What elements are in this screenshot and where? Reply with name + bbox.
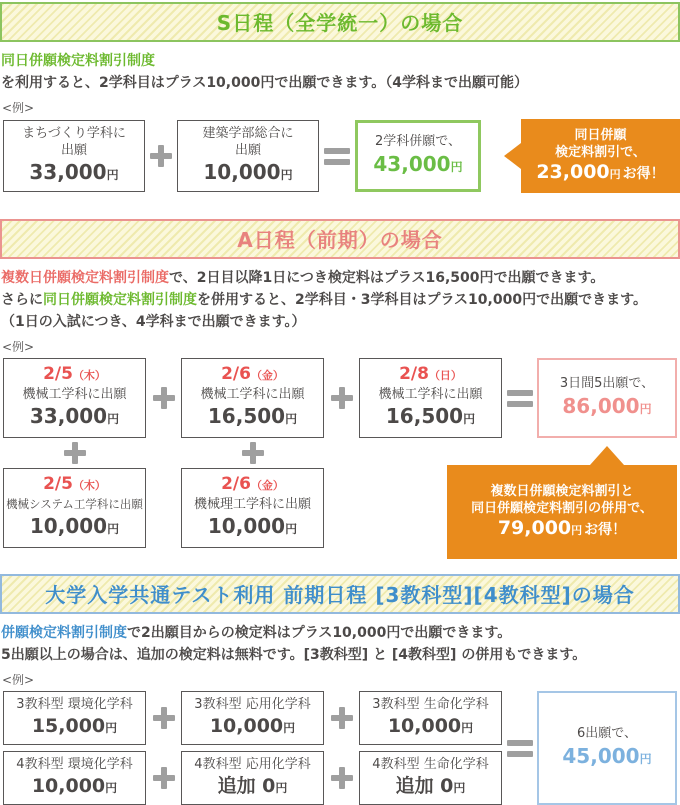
fee-box-price-line	[29, 159, 118, 188]
intro-text: を利用すると、2学科目はプラス10,000円で出願できます。（4学科まで出願可能）	[1, 75, 528, 91]
equals-icon	[507, 390, 533, 407]
fee-amount: 10,000	[387, 714, 462, 737]
plus-icon	[150, 145, 172, 167]
callout-suffix: お得！	[584, 521, 627, 538]
callout-amount-line	[521, 161, 680, 186]
date-value: 2/6	[221, 364, 251, 384]
equals-icon	[507, 740, 533, 757]
yen-unit: 円	[609, 167, 621, 181]
example-label: <例>	[2, 340, 35, 354]
date-weekday: （日）	[428, 369, 462, 382]
intro-text: さらに	[1, 292, 43, 308]
intro-text: （1日の入試につき、4学科まで出願できます。）	[1, 314, 306, 330]
total-box-a	[537, 358, 677, 438]
section-a-intro	[1, 267, 678, 333]
total-box-kyotsu	[537, 691, 677, 805]
fee-box-feb8-kikai	[359, 358, 502, 438]
intro-text: 5出願以上の場合は、追加の検定料は無料です。[3教科型] と [4教科型] の併用もできます。	[1, 647, 587, 663]
fee-box-name: 機械システム工学科に出願	[6, 497, 143, 511]
fee-box-4kyoka-oyo	[181, 751, 324, 805]
section-kyotsu-test	[0, 574, 680, 805]
section-s-title: S日程（全学統一）の場合	[216, 11, 464, 35]
date-weekday: （金）	[250, 369, 284, 382]
fee-box-name: まちづくり学科に	[22, 125, 126, 141]
plus-icon	[64, 442, 86, 464]
yen-unit: 円	[275, 780, 288, 795]
yen-unit: 円	[463, 412, 476, 426]
plus-icon	[331, 767, 353, 789]
fee-box-name: 4教科型 環境化学科	[16, 756, 133, 772]
callout-line: 複数日併願検定料割引と	[490, 483, 634, 499]
total-amount: 43,000	[373, 151, 451, 176]
total-caption: 3日間5出願で、	[559, 375, 655, 391]
yen-unit: 円	[105, 780, 118, 795]
discount-amount: 79,000	[497, 516, 572, 539]
fee-box-price-line	[32, 713, 117, 741]
yen-unit: 円	[450, 159, 463, 174]
fee-box-feb6-riko	[181, 468, 324, 548]
fee-box-price-line	[386, 403, 475, 432]
fee-box-kenchiku	[177, 120, 319, 192]
fee-amount: 33,000	[29, 404, 108, 428]
total-price-line	[373, 151, 462, 180]
fee-box-price-line	[208, 513, 297, 542]
callout-line: 同日併願検定料割引の併用で、	[471, 500, 653, 516]
callout-line: 検定料割引で、	[555, 144, 646, 160]
fee-amount: 16,500	[385, 404, 464, 428]
exam-date	[221, 474, 284, 496]
total-price-line	[562, 743, 651, 772]
fee-box-3kyoka-oyo	[181, 691, 324, 745]
total-caption: 6出願で、	[576, 725, 637, 741]
yen-unit: 円	[105, 720, 118, 735]
yen-unit: 円	[106, 167, 119, 182]
total-box-s	[355, 120, 481, 192]
total-amount: 86,000	[562, 393, 640, 418]
intro-text: を併用すると、2学科目・3学科目はプラス10,000円で出願できます。	[197, 292, 647, 308]
example-label: <例>	[2, 673, 35, 687]
fee-box-3kyoka-kankyo	[3, 691, 146, 745]
section-a-title: A日程（前期）の場合	[237, 228, 443, 252]
section-s-intro	[1, 50, 678, 94]
equals-icon	[324, 148, 350, 165]
yen-unit: 円	[453, 780, 466, 795]
fee-box-feb5-kikai	[3, 358, 146, 438]
section-kyotsu-title: 大学入学共通テスト利用 前期日程 [3教科型][4教科型]の場合	[45, 583, 635, 607]
fee-amount: 10,000	[203, 159, 281, 184]
section-kyotsu-header	[0, 574, 680, 614]
callout-amount-line	[447, 517, 677, 542]
fee-box-name: 機械工学科に出願	[378, 387, 483, 402]
fee-box-4kyoka-kankyo	[3, 751, 146, 805]
yen-unit: 円	[285, 522, 298, 536]
yen-unit: 円	[639, 401, 652, 416]
intro-text: で2出願目からの検定料はプラス10,000円で出願できます。	[127, 625, 512, 641]
fee-amount: 追加 0	[395, 774, 454, 797]
section-s-schedule	[0, 2, 680, 193]
discount-callout-a	[447, 465, 677, 559]
section-kyotsu-intro	[1, 622, 678, 666]
fee-amount: 10,000	[207, 514, 286, 538]
fee-amount: 10,000	[209, 714, 284, 737]
yen-unit: 円	[280, 167, 293, 182]
fee-box-feb5-system	[3, 468, 146, 548]
intro-highlight-blue: 併願検定料割引制度	[1, 625, 127, 641]
discount-callout-s	[521, 119, 680, 193]
fee-box-price-line	[208, 403, 297, 432]
fee-amount: 10,000	[29, 514, 108, 538]
intro-text: で、2日目以降1日につき検定料はプラス16,500円で出願できます。	[169, 270, 605, 286]
fee-amount: 追加 0	[217, 774, 276, 797]
plus-icon	[153, 767, 175, 789]
fee-box-price-line	[32, 773, 117, 801]
fee-box-name: 3教科型 生命化学科	[372, 696, 489, 712]
fee-amount: 10,000	[31, 774, 106, 797]
fee-box-name: 3教科型 環境化学科	[16, 696, 133, 712]
intro-highlight-green: 同日併願検定料割引制度	[1, 53, 155, 69]
section-a-schedule	[0, 219, 680, 560]
fee-box-name: 機械理工学科に出願	[193, 497, 311, 512]
fee-box-price-line	[218, 773, 288, 801]
callout-line: 同日併願	[574, 127, 627, 143]
intro-highlight-red: 複数日併願検定料割引制度	[1, 270, 169, 286]
plus-icon	[153, 707, 175, 729]
example-label: <例>	[2, 101, 35, 115]
fee-box-feb6-kikai	[181, 358, 324, 438]
fee-amount: 15,000	[31, 714, 106, 737]
plus-icon	[153, 387, 175, 409]
date-value: 2/5	[43, 474, 73, 494]
section-a-header	[0, 219, 680, 259]
date-value: 2/8	[399, 364, 429, 384]
exam-date	[43, 364, 106, 386]
fee-box-machizukuri	[3, 120, 145, 192]
fee-box-price-line	[396, 773, 466, 801]
plus-icon	[242, 442, 264, 464]
date-value: 2/6	[221, 474, 251, 494]
section-a-diagram	[3, 358, 680, 560]
fee-box-name: 出願	[60, 142, 87, 158]
fee-amount: 16,500	[207, 404, 286, 428]
section-s-header	[0, 2, 680, 42]
date-value: 2/5	[43, 364, 73, 384]
intro-highlight-green: 同日併願検定料割引制度	[43, 292, 197, 308]
exam-date	[221, 364, 284, 386]
total-caption: 2学科併願で、	[374, 133, 461, 149]
fee-box-price-line	[30, 403, 119, 432]
date-weekday: （木）	[72, 479, 106, 492]
plus-icon	[331, 387, 353, 409]
fee-box-name: 3教科型 応用化学科	[194, 696, 311, 712]
plus-icon	[331, 707, 353, 729]
exam-date	[399, 364, 462, 386]
fee-box-name: 機械工学科に出願	[22, 387, 127, 402]
fee-box-price-line	[210, 713, 295, 741]
fee-box-name: 機械工学科に出願	[200, 387, 305, 402]
date-weekday: （金）	[250, 479, 284, 492]
yen-unit: 円	[285, 412, 298, 426]
fee-amount: 33,000	[29, 159, 107, 184]
yen-unit: 円	[107, 522, 120, 536]
fee-box-name: 4教科型 生命化学科	[372, 756, 489, 772]
callout-suffix: お得！	[622, 165, 665, 182]
discount-amount: 23,000	[536, 160, 610, 183]
total-price-line	[562, 393, 651, 422]
fee-box-3kyoka-seimei	[359, 691, 502, 745]
fee-box-4kyoka-seimei	[359, 751, 502, 805]
section-s-diagram	[0, 119, 680, 193]
yen-unit: 円	[461, 720, 474, 735]
yen-unit: 円	[639, 751, 652, 766]
total-amount: 45,000	[562, 743, 640, 768]
date-weekday: （木）	[72, 369, 106, 382]
fee-box-name: 建築学部総合に	[202, 125, 294, 141]
fee-box-name: 4教科型 応用化学科	[194, 756, 311, 772]
yen-unit: 円	[571, 523, 583, 537]
fee-box-name: 出願	[234, 142, 261, 158]
yen-unit: 円	[283, 720, 296, 735]
fee-box-price-line	[203, 159, 292, 188]
fee-box-price-line	[30, 513, 119, 542]
fee-box-price-line	[388, 713, 473, 741]
exam-date	[43, 474, 106, 496]
section-kyotsu-diagram	[3, 691, 680, 805]
yen-unit: 円	[107, 412, 120, 426]
